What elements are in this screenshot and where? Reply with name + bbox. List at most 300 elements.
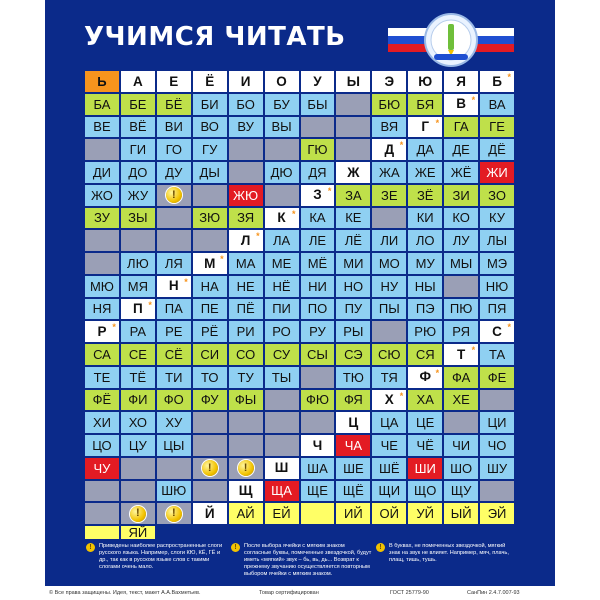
syllable-cell[interactable]: НО [336, 276, 370, 297]
syllable-cell[interactable]: ША [301, 458, 335, 479]
syllable-cell[interactable]: КУ [480, 208, 514, 229]
syllable-cell[interactable]: ЗО [480, 185, 514, 206]
syllable-cell[interactable]: ИЙ [336, 503, 370, 524]
syllable-cell[interactable]: ХА [408, 390, 442, 411]
syllable-cell[interactable]: НЯ [85, 299, 119, 320]
empty-cell [480, 390, 514, 411]
column-header-9[interactable]: Ю [408, 71, 442, 92]
info-icon: ! [376, 543, 385, 552]
note-3-text: В буквах, не помеченных звездочкой, мягкий знак на звук не влияет. Например, мяч, плачь, плащ, тишь, тушь. [389, 543, 509, 563]
syllable-cell[interactable]: ОЙ [372, 503, 406, 524]
syllable-cell[interactable]: ТЫ [265, 367, 299, 388]
empty-cell [265, 390, 299, 411]
syllable-cell[interactable]: ТА [480, 344, 514, 365]
row-letter: Ф [419, 369, 431, 385]
syllable-cell[interactable]: ВА [480, 94, 514, 115]
soft-marker-star: * [148, 299, 152, 310]
syllable-cell[interactable]: ДЁ [480, 139, 514, 160]
syllable-cell[interactable]: ФЫ [229, 390, 263, 411]
syllable-cell[interactable]: ФИ [121, 390, 155, 411]
column-header-10[interactable]: Я [444, 71, 478, 92]
syllable-cell[interactable]: ЖИ [480, 162, 514, 183]
syllable-cell[interactable]: ШЕ [336, 458, 370, 479]
row-letter: П [133, 301, 143, 317]
syllable-cell[interactable]: ЗЮ [193, 208, 227, 229]
column-header-8[interactable]: Э [372, 71, 406, 92]
soft-marker-star: * [471, 94, 476, 105]
syllable-cell[interactable]: ЩЕ [301, 481, 335, 502]
syllable-cell[interactable]: КИ [408, 208, 442, 229]
syllable-cell[interactable]: СЁ [157, 344, 191, 365]
empty-cell [336, 117, 370, 138]
syllable-cell[interactable]: РО [265, 321, 299, 342]
syllable-cell[interactable]: ЧО [480, 435, 514, 456]
syllable-cell[interactable]: ПЭ [408, 299, 442, 320]
row-header-3[interactable] [408, 117, 442, 138]
syllable-cell[interactable]: ЛЁ [336, 230, 370, 251]
soft-marker-star: * [327, 185, 332, 196]
syllable-cell[interactable]: ТУ [229, 367, 263, 388]
footer-sanpin: СанПин 2.4.7.007-93 [467, 590, 520, 596]
syllable-cell[interactable]: ЛУ [444, 230, 478, 251]
syllable-cell[interactable]: КО [444, 208, 478, 229]
page-title: УЧИМСЯ ЧИТАТЬ [84, 22, 346, 52]
syllable-cell[interactable]: ЩА [265, 481, 299, 502]
syllable-cell[interactable]: ЛЯ [157, 253, 191, 274]
warning-cell[interactable] [121, 503, 155, 524]
empty-cell [229, 139, 263, 160]
syllable-cell[interactable]: ПЕ [193, 299, 227, 320]
syllable-cell[interactable]: МА [229, 253, 263, 274]
empty-cell [372, 321, 406, 342]
column-header-5[interactable]: О [265, 71, 299, 92]
syllable-cell[interactable]: ГУ [193, 139, 227, 160]
syllable-cell[interactable]: ТЕ [85, 367, 119, 388]
soft-marker-star: * [256, 231, 260, 242]
row-letter: В [456, 96, 466, 112]
brand-logo [388, 10, 514, 70]
empty-cell [444, 412, 478, 433]
syllable-cell[interactable]: МО [372, 253, 406, 274]
syllable-cell[interactable]: РЕ [157, 321, 191, 342]
empty-cell [157, 458, 191, 479]
empty-cell [265, 435, 299, 456]
syllable-cell[interactable]: ЛЮ [121, 253, 155, 274]
empty-cell [85, 503, 119, 524]
syllable-cell[interactable]: ПЁ [229, 299, 263, 320]
row-letter: З [313, 187, 322, 203]
row-header-12[interactable] [85, 321, 119, 342]
syllable-cell[interactable]: ГИ [121, 139, 155, 160]
syllable-cell[interactable]: ЗЕ [372, 185, 406, 206]
syllable-cell[interactable]: МЯ [121, 276, 155, 297]
syllable-cell[interactable]: ЦА [372, 412, 406, 433]
syllable-cell[interactable]: ТЁ [121, 367, 155, 388]
note-2 [231, 543, 373, 583]
empty-cell [480, 481, 514, 502]
row-header-18[interactable] [301, 435, 335, 456]
syllable-cell[interactable]: СЮ [372, 344, 406, 365]
empty-cell [121, 230, 155, 251]
syllable-cell[interactable]: ЛЕ [301, 230, 335, 251]
soft-marker-star: * [507, 322, 511, 333]
column-header-6[interactable]: У [301, 71, 335, 92]
syllable-cell[interactable]: ФА [444, 367, 478, 388]
syllable-cell[interactable]: ЦЫ [157, 435, 191, 456]
syllable-cell[interactable]: ДЮ [265, 162, 299, 183]
syllable-cell[interactable]: ЖЮ [229, 185, 263, 206]
syllable-cell[interactable]: ЗА [336, 185, 370, 206]
row-header-19[interactable] [265, 458, 299, 479]
syllable-cell[interactable]: ЭЙ [480, 503, 514, 524]
row-letter: Т [456, 346, 466, 362]
syllable-cell[interactable]: ВИ [157, 117, 191, 138]
note-1-text: Приведены наиболее распространенные слоги русского языка. Например, слоги КЮ, КЁ, ГЁ и др., так как в русском языке слов с такими слогами очень мало. [99, 543, 223, 570]
row-letter: Ж [347, 164, 360, 180]
syllable-cell[interactable]: РЮ [408, 321, 442, 342]
syllable-cell[interactable]: НЫ [408, 276, 442, 297]
syllable-cell[interactable]: ДЫ [193, 162, 227, 183]
empty-cell [85, 230, 119, 251]
column-header-7[interactable]: Ы [336, 71, 370, 92]
row-header-9[interactable] [193, 253, 227, 274]
warning-icon: ! [166, 506, 182, 522]
row-header-10[interactable] [157, 276, 191, 297]
syllable-cell[interactable]: ВЕ [85, 117, 119, 138]
syllable-cell[interactable]: ТЮ [336, 367, 370, 388]
warning-icon: ! [202, 460, 218, 476]
empty-cell [85, 253, 119, 274]
syllable-cell[interactable]: БЕ [121, 94, 155, 115]
syllable-cell[interactable]: МУ [408, 253, 442, 274]
note-1 [86, 543, 228, 583]
syllable-cell[interactable]: ПЯ [480, 299, 514, 320]
syllable-cell[interactable]: ЦУ [121, 435, 155, 456]
syllable-cell[interactable]: ЯЙ [121, 526, 155, 539]
syllable-cell[interactable]: ФЯ [336, 390, 370, 411]
row-header-8[interactable] [229, 230, 263, 251]
footer [45, 586, 555, 600]
syllable-cell[interactable]: СИ [193, 344, 227, 365]
soft-marker-star: * [507, 72, 511, 82]
syllable-cell[interactable]: СЕ [121, 344, 155, 365]
row-letter: Р [97, 323, 107, 339]
empty-cell [121, 481, 155, 502]
syllable-cell[interactable]: ГО [157, 139, 191, 160]
syllable-cell[interactable]: НЮ [480, 276, 514, 297]
syllable-cell[interactable]: ЧА [336, 435, 370, 456]
syllable-cell[interactable]: МЭ [480, 253, 514, 274]
syllable-cell[interactable]: ЛИ [372, 230, 406, 251]
syllable-cell[interactable]: ЗЁ [408, 185, 442, 206]
empty-cell [85, 526, 119, 539]
info-icon: ! [86, 543, 95, 552]
syllable-cell[interactable]: ЕЙ [265, 503, 299, 524]
empty-cell [444, 276, 478, 297]
syllable-cell[interactable]: ШИ [408, 458, 442, 479]
syllable-cell[interactable]: МЁ [301, 253, 335, 274]
row-header-6[interactable] [301, 185, 335, 206]
syllable-cell[interactable]: МЕ [265, 253, 299, 274]
empty-cell [265, 139, 299, 160]
row-letter: Щ [238, 483, 253, 499]
syllable-cell[interactable]: НИ [301, 276, 335, 297]
syllable-cell[interactable]: ЗУ [85, 208, 119, 229]
syllable-cell[interactable]: ГА [444, 117, 478, 138]
empty-cell [301, 412, 335, 433]
syllable-cell[interactable]: ЖУ [121, 185, 155, 206]
syllable-cell[interactable]: БЫ [301, 94, 335, 115]
row-letter: Г [421, 119, 430, 135]
syllable-cell[interactable]: ФО [157, 390, 191, 411]
syllable-cell[interactable]: ЩИ [372, 481, 406, 502]
empty-cell [121, 458, 155, 479]
soft-marker-star: * [220, 254, 224, 264]
soft-sign-button[interactable]: Ь [85, 71, 119, 92]
syllable-cell[interactable]: ЗИ [444, 185, 478, 206]
empty-cell [229, 412, 263, 433]
syllable-cell[interactable]: ТЯ [372, 367, 406, 388]
syllable-cell[interactable]: ДЯ [301, 162, 335, 183]
syllable-cell[interactable]: БИ [193, 94, 227, 115]
syllable-cell[interactable]: ШУ [480, 458, 514, 479]
syllable-cell[interactable]: СЯ [408, 344, 442, 365]
row-letter: С [492, 323, 502, 339]
row-letter: Й [204, 505, 215, 521]
row-header-20[interactable] [229, 481, 263, 502]
syllable-cell[interactable]: ПО [301, 299, 335, 320]
syllable-cell[interactable]: КА [301, 208, 335, 229]
empty-cell [229, 435, 263, 456]
syllable-cell[interactable]: ЗЯ [229, 208, 263, 229]
syllable-cell[interactable]: ЧИ [444, 435, 478, 456]
syllable-cell[interactable]: ХИ [85, 412, 119, 433]
syllable-cell[interactable]: НЕ [229, 276, 263, 297]
column-header-4[interactable]: И [229, 71, 263, 92]
syllable-cell[interactable]: ВЫ [265, 117, 299, 138]
warning-icon: ! [238, 460, 254, 476]
empty-cell [301, 503, 335, 524]
syllable-cell[interactable]: ПЮ [444, 299, 478, 320]
syllable-cell[interactable]: ШО [444, 458, 478, 479]
syllable-cell[interactable]: РЁ [193, 321, 227, 342]
column-header-1[interactable]: А [121, 71, 155, 92]
note-3 [376, 543, 518, 583]
syllable-cell[interactable]: МЮ [85, 276, 119, 297]
empty-cell [265, 185, 299, 206]
column-header-2[interactable]: Е [157, 71, 191, 92]
syllable-cell[interactable]: ЖО [85, 185, 119, 206]
warning-icon: ! [166, 187, 182, 203]
row-header-4[interactable] [372, 139, 406, 160]
syllable-cell[interactable]: ЧЕ [372, 435, 406, 456]
syllable-cell[interactable]: ДА [408, 139, 442, 160]
syllable-cell[interactable]: БУ [265, 94, 299, 115]
footer-gost: ГОСТ 25779-90 [390, 590, 429, 596]
row-header-7[interactable] [265, 208, 299, 229]
row-header-1[interactable] [480, 71, 514, 92]
syllable-cell[interactable]: ПЫ [372, 299, 406, 320]
row-letter: Д [384, 141, 395, 157]
empty-cell [301, 367, 335, 388]
empty-cell [85, 481, 119, 502]
empty-cell [193, 185, 227, 206]
syllable-cell[interactable]: ЦО [85, 435, 119, 456]
syllable-cell[interactable]: БЁ [157, 94, 191, 115]
empty-cell [193, 481, 227, 502]
row-letter: М [204, 255, 216, 271]
empty-cell [301, 117, 335, 138]
syllable-cell[interactable]: ПУ [336, 299, 370, 320]
syllable-cell[interactable]: ЩУ [444, 481, 478, 502]
row-header-2[interactable] [444, 94, 478, 115]
syllable-cell[interactable]: ЫЙ [444, 503, 478, 524]
row-header-11[interactable] [121, 299, 155, 320]
syllable-cell[interactable]: СУ [265, 344, 299, 365]
warning-icon: ! [130, 506, 146, 522]
soft-marker-star: * [184, 276, 188, 287]
syllable-cell[interactable]: ХУ [157, 412, 191, 433]
syllable-cell[interactable]: БО [229, 94, 263, 115]
row-letter: Ц [348, 414, 359, 430]
syllable-cell[interactable]: ХО [121, 412, 155, 433]
syllable-cell[interactable]: БЮ [372, 94, 406, 115]
warning-cell[interactable] [157, 503, 191, 524]
syllable-cell[interactable]: АЙ [229, 503, 263, 524]
syllable-cell[interactable]: ФЕ [480, 367, 514, 388]
syllable-cell[interactable]: ПА [157, 299, 191, 320]
soft-marker-star: * [471, 345, 476, 355]
syllable-cell[interactable]: СО [229, 344, 263, 365]
syllable-cell[interactable]: ЦИ [480, 412, 514, 433]
soft-marker-star: * [399, 390, 404, 401]
syllable-cell[interactable]: ВЯ [372, 117, 406, 138]
syllable-cell[interactable]: МИ [336, 253, 370, 274]
syllable-cell[interactable]: УЙ [408, 503, 442, 524]
warning-cell[interactable] [229, 458, 263, 479]
syllable-grid [85, 71, 514, 539]
row-letter: Н [168, 278, 179, 294]
row-header-16[interactable] [372, 390, 406, 411]
row-header-5[interactable] [336, 162, 370, 183]
syllable-cell[interactable]: ЛЫ [480, 230, 514, 251]
syllable-cell[interactable]: ЛО [408, 230, 442, 251]
syllable-cell[interactable]: ЖЕ [408, 162, 442, 183]
row-letter: Х [384, 392, 394, 408]
syllable-cell[interactable]: ДЕ [444, 139, 478, 160]
row-header-14[interactable] [444, 344, 478, 365]
syllable-cell[interactable]: ДО [121, 162, 155, 183]
syllable-cell[interactable]: ЦЕ [408, 412, 442, 433]
warning-cell[interactable] [193, 458, 227, 479]
syllable-cell[interactable]: ТИ [157, 367, 191, 388]
soft-marker-star: * [435, 117, 440, 128]
row-header-21[interactable] [193, 503, 227, 524]
empty-cell [157, 208, 191, 229]
syllable-cell[interactable]: РЯ [444, 321, 478, 342]
soft-marker-star: * [435, 367, 440, 378]
syllable-cell[interactable]: ВУ [229, 117, 263, 138]
note-2-text: После выбора ячейки с мягким знаком согласные буквы, помеченные звездочкой, будут иметь «мягкий» звук – бь, вь, дь... Возврат к прежнему звучанию осуществляется повторным выбором ячейки с мягким знаком. [244, 543, 372, 577]
syllable-cell[interactable]: РА [121, 321, 155, 342]
syllable-cell[interactable]: ДУ [157, 162, 191, 183]
syllable-cell[interactable]: ЩО [408, 481, 442, 502]
column-header-3[interactable]: Ё [193, 71, 227, 92]
syllable-cell[interactable]: ПИ [265, 299, 299, 320]
syllable-cell[interactable]: ХЕ [444, 390, 478, 411]
empty-cell [336, 139, 370, 160]
syllable-cell[interactable]: НА [193, 276, 227, 297]
row-letter: К [277, 210, 286, 226]
syllable-cell[interactable]: СЭ [336, 344, 370, 365]
syllable-cell[interactable]: БЯ [408, 94, 442, 115]
syllable-cell[interactable]: СЫ [301, 344, 335, 365]
syllable-cell[interactable]: ЖЁ [444, 162, 478, 183]
empty-cell [85, 139, 119, 160]
info-icon: ! [231, 543, 240, 552]
syllable-cell[interactable]: ЧЁ [408, 435, 442, 456]
footer-copyright: © Все права защищены. Идея, текст, макет А.А.Вахметьев. [49, 590, 201, 596]
syllable-cell[interactable]: ТО [193, 367, 227, 388]
syllable-cell[interactable]: ШЮ [157, 481, 191, 502]
syllable-cell[interactable]: РЫ [336, 321, 370, 342]
empty-cell [193, 435, 227, 456]
warning-cell[interactable] [157, 185, 191, 206]
syllable-cell[interactable]: ФЁ [85, 390, 119, 411]
syllable-cell[interactable]: ФЮ [301, 390, 335, 411]
syllable-cell[interactable]: ЗЫ [121, 208, 155, 229]
empty-cell [193, 412, 227, 433]
syllable-cell[interactable]: РИ [229, 321, 263, 342]
syllable-cell[interactable]: СА [85, 344, 119, 365]
syllable-cell[interactable]: ВЁ [121, 117, 155, 138]
empty-cell [336, 94, 370, 115]
syllable-cell[interactable]: ШЁ [372, 458, 406, 479]
syllable-cell[interactable]: ЧУ [85, 458, 119, 479]
empty-cell [157, 230, 191, 251]
soft-marker-star: * [291, 208, 296, 219]
row-letter: Ш [274, 460, 289, 476]
empty-cell [229, 162, 263, 183]
row-letter: Ч [312, 437, 323, 453]
syllable-cell[interactable]: НУ [372, 276, 406, 297]
soft-marker-star: * [112, 322, 116, 333]
syllable-cell[interactable]: ВО [193, 117, 227, 138]
row-letter: Б [492, 73, 502, 89]
syllable-cell[interactable]: ФУ [193, 390, 227, 411]
syllable-cell[interactable]: КЕ [336, 208, 370, 229]
syllable-cell[interactable]: МЫ [444, 253, 478, 274]
row-letter: Л [240, 232, 251, 248]
syllable-cell[interactable]: РУ [301, 321, 335, 342]
syllable-cell[interactable]: НЁ [265, 276, 299, 297]
empty-cell [265, 412, 299, 433]
row-header-13[interactable] [480, 321, 514, 342]
empty-cell [372, 208, 406, 229]
empty-cell [193, 230, 227, 251]
syllable-cell[interactable]: ЖА [372, 162, 406, 183]
syllable-cell[interactable]: ЩЁ [336, 481, 370, 502]
syllable-cell[interactable]: ЛА [265, 230, 299, 251]
syllable-cell[interactable]: ГЮ [301, 139, 335, 160]
soft-marker-star: * [399, 140, 404, 151]
row-header-17[interactable] [336, 412, 370, 433]
footer-certified: Товар сертифицирован [259, 590, 319, 596]
syllable-cell[interactable]: БА [85, 94, 119, 115]
row-header-15[interactable] [408, 367, 442, 388]
syllable-cell[interactable]: ДИ [85, 162, 119, 183]
syllable-cell[interactable]: ГЕ [480, 117, 514, 138]
